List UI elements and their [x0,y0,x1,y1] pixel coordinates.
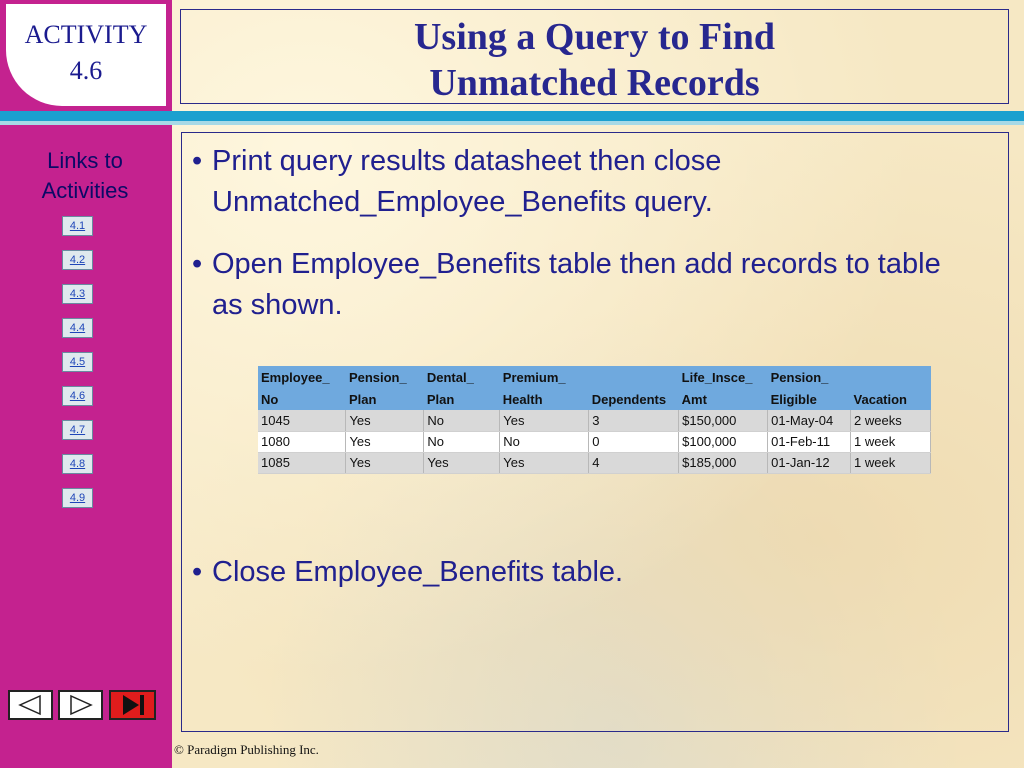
link-activity-4-8[interactable]: 4.8 [62,454,93,474]
table-cell: 4 [589,452,679,473]
link-activity-4-7[interactable]: 4.7 [62,420,93,440]
table-cell: No [424,410,500,431]
title-line-2: Unmatched Records [429,62,760,104]
activity-number: 4.6 [69,56,103,85]
column-header: No [258,388,346,410]
column-header: Premium_ [500,366,589,388]
column-header: Pension_ [346,366,424,388]
bullet-dot: • [192,248,203,280]
table-cell: Yes [424,452,500,473]
bullet-item [192,244,972,326]
column-header: Dental_ [424,366,500,388]
slide-title [180,9,1009,104]
employee-benefits-table [258,366,931,474]
link-activity-4-2[interactable]: 4.2 [62,250,93,270]
column-header [589,366,679,388]
table-cell: $185,000 [679,452,768,473]
column-header: Dependents [589,388,679,410]
link-activity-4-5[interactable]: 4.5 [62,352,93,372]
column-header [851,366,931,388]
content-area [181,132,1009,732]
bullet-text: Open Employee_Benefits table then add records to table as shown. [212,248,941,321]
table-row [258,452,931,473]
triangle-left-icon [10,692,51,718]
table-cell: 01-May-04 [768,410,851,431]
triangle-right-icon [60,692,101,718]
table-cell: 3 [589,410,679,431]
bullet-dot: • [192,145,203,177]
table-cell: Yes [346,431,424,452]
table-row [258,410,931,431]
table-cell: 1 week [851,452,931,473]
table-cell: $100,000 [679,431,768,452]
link-activity-4-4[interactable]: 4.4 [62,318,93,338]
column-header: Life_Insce_ [679,366,768,388]
table-cell: Yes [500,452,589,473]
link-activity-4-9[interactable]: 4.9 [62,488,93,508]
column-header: Plan [346,388,424,410]
table-cell: 1085 [258,452,346,473]
table-cell: No [424,431,500,452]
link-activity-4-3[interactable]: 4.3 [62,284,93,304]
divider-bar [0,111,1024,121]
links-title: Links to Activities [41,148,129,203]
table-cell: 1 week [851,431,931,452]
link-activity-4-1[interactable]: 4.1 [62,216,93,236]
last-slide-button[interactable] [109,690,156,720]
table-row [258,431,931,452]
column-header: Plan [424,388,500,410]
bullet-dot: • [192,556,203,588]
bullet-text: Close Employee_Benefits table. [212,556,624,588]
column-header: Health [500,388,589,410]
column-header: Pension_ [768,366,851,388]
title-line-1: Using a Query to Find [413,16,776,58]
table-cell: 0 [589,431,679,452]
table-cell: $150,000 [679,410,768,431]
column-header: Employee_ [258,366,346,388]
bullet-text: Print query results datasheet then close Unmatched_Employee_Benefits query. [212,145,722,218]
column-header: Amt [679,388,768,410]
table-cell: Yes [500,410,589,431]
table-cell: 01-Feb-11 [768,431,851,452]
table-header-row [258,366,931,388]
copyright-footer: © Paradigm Publishing Inc. [174,742,319,757]
previous-slide-button[interactable] [8,690,53,720]
activity-label: ACTIVITY [24,20,148,49]
table-cell: 1045 [258,410,346,431]
table-cell: Yes [346,410,424,431]
divider-bar-light [0,121,1024,125]
next-slide-button[interactable] [58,690,103,720]
skip-end-icon [111,692,154,718]
table-cell: 1080 [258,431,346,452]
table-cell: Yes [346,452,424,473]
column-header: Eligible [768,388,851,410]
bullet-item [192,141,972,223]
table-cell: 01-Jan-12 [768,452,851,473]
column-header: Vacation [851,388,931,410]
link-activity-4-6[interactable]: 4.6 [62,386,93,406]
table-cell: 2 weeks [851,410,931,431]
table-header-row [258,388,931,410]
bullet-item [192,552,972,593]
table-cell: No [500,431,589,452]
activity-badge [6,4,166,106]
